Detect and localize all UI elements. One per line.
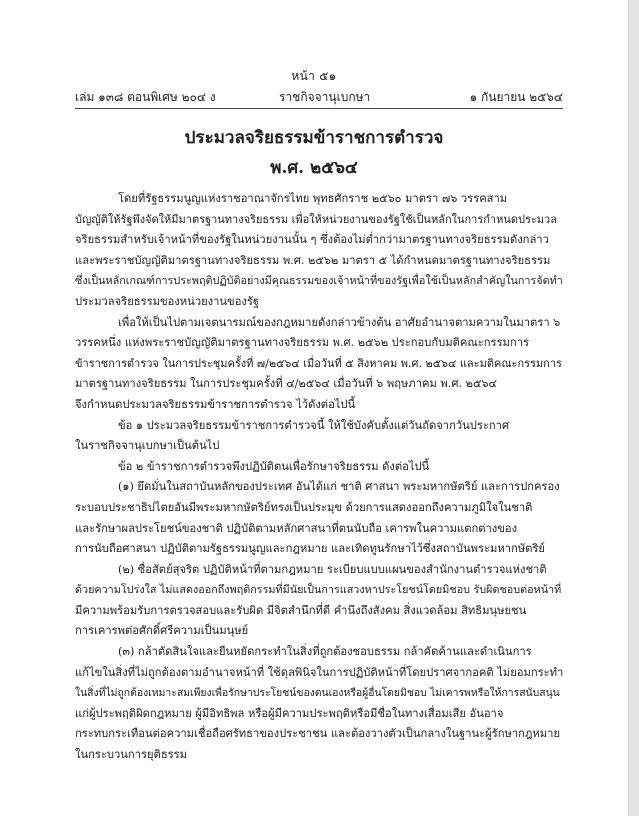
- body-line: ข้าราชการตำรวจ ในการประชุมครั้งที่ ๗/๒๕๖๔ เมื่อวันที่ ๕ สิงหาคม พ.ศ. ๒๕๖๔ และมติคณะกรรมการ: [75, 356, 562, 370]
- body-line: บัญญัติให้รัฐพึงจัดให้มีมาตรฐานทางจริยธรรม เพื่อให้หน่วยงานของรัฐใช้เป็นหลักในการกำหนดประมวล: [75, 212, 557, 226]
- body-line: ซึ่งเป็นหลักเกณฑ์การประพฤติปฏิบัติอย่างมีคุณธรรมของเจ้าหน้าที่ของรัฐเพื่อใช้เป็นหลักสำคัญในการจัดทำ: [75, 274, 563, 288]
- body-line: ในสิ่งที่ไม่ถูกต้องเหมาะสมเพียงเพื่อรักษาประโยชน์ของตนเองหรือผู้อื่นโดยมิชอบ ไม่เคารพหรือให้การสนับสนุน: [75, 687, 560, 700]
- body-line: เพื่อให้เป็นไปตามเจตนารมณ์ของกฎหมายดังกล่าวข้างต้น อาศัยอำนาจตามความในมาตรา ๖: [118, 315, 561, 329]
- body-line: แก่ผู้ประพฤติผิดกฎหมาย ผู้มีอิทธิพล หรือผู้มีความประพฤติหรือมีชื่อในทางเสื่อมเสีย อันอาจ: [75, 706, 504, 720]
- body-line: การเคารพต่อศักดิ์ศรีความเป็นมนุษย์: [75, 624, 249, 638]
- document-body: [75, 189, 563, 766]
- page-number: หน้า ๕๑: [291, 69, 337, 83]
- body-line: จึงกำหนดประมวลจริยธรรมข้าราชการตำรวจ ไว้ดังต่อไปนี้: [75, 397, 356, 411]
- viewer-background: [629, 0, 639, 816]
- body-line: แก้ไขในสิ่งที่ไม่ถูกต้องตามอำนาจหน้าที่ ใช้ดุลพินิจในการปฏิบัติหน้าที่โดยปราศจากอคติ ไม่ยอมกระทำ: [75, 665, 563, 679]
- body-line: ในราชกิจจานุเบกษาเป็นต้นไป: [75, 439, 220, 453]
- document-title: ประมวลจริยธรรมข้าราชการตำรวจ: [184, 128, 444, 148]
- body-line: ข้อ ๒ ข้าราชการตำรวจพึงปฏิบัติตนเพื่อรักษาจริยธรรม ดังต่อไปนี้: [118, 459, 430, 473]
- body-line: (๒) ซื่อสัตย์สุจริต ปฏิบัติหน้าที่ตามกฎหมาย ระเบียบแบบแผนของสำนักงานตำรวจแห่งชาติ: [118, 562, 547, 576]
- document-year: พ.ศ. ๒๕๖๔: [270, 158, 358, 178]
- body-line: (๑) ยึดมั่นในสถาบันหลักของประเทศ อันได้แก่ ชาติ ศาสนา พระมหากษัตริย์ และการปกครอง: [118, 480, 560, 494]
- body-line: และรักษาผลประโยชน์ของชาติ ปฏิบัติตามหลักศาสนาที่ตนนับถือ เคารพในความแตกต่างของ: [75, 521, 518, 535]
- body-line: การนับถือศาสนา ปฏิบัติตามรัฐธรรมนูญและกฎหมาย และเทิดทูนรักษาไว้ซึ่งสถาบันพระมหากษัตริย์: [75, 542, 545, 556]
- body-line: โดยที่รัฐธรรมนูญแห่งราชอาณาจักรไทย พุทธศักราช ๒๕๖๐ มาตรา ๗๖ วรรคสาม: [118, 192, 508, 205]
- body-line: มาตรฐานทางจริยธรรม ในการประชุมครั้งที่ ๔/๒๕๖๔ เมื่อวันที่ ๖ พฤษภาคม พ.ศ. ๒๕๖๔: [75, 377, 497, 391]
- body-line: มีความพร้อมรับการตรวจสอบและรับผิด มีจิตสำนึกที่ดี คำนึงถึงสังคม สิ่งแวดล้อม สิทธิมนุษยชน: [75, 603, 527, 617]
- body-line: วรรคหนึ่ง แห่งพระราชบัญญัติมาตรฐานทางจริยธรรม พ.ศ. ๒๕๖๒ ประกอบกับมติคณะกรรมการ: [75, 336, 529, 350]
- header-rule: [75, 108, 563, 109]
- body-line: ด้วยความโปร่งใส ไม่แสดงออกถึงพฤติกรรมที่มีนัยเป็นการแสวงหาประโยชน์โดยมิชอบ รับผิดชอบต่อหน้าที่: [75, 583, 562, 597]
- body-line: (๓) กล้าตัดสินใจและยืนหยัดกระทำในสิ่งที่ถูกต้องชอบธรรม กล้าคัดค้านและดำเนินการ: [118, 645, 532, 659]
- gazette-name: ราชกิจจานุเบกษา: [279, 90, 371, 104]
- body-line: ในกระบวนการยุติธรรม: [75, 748, 188, 762]
- body-line: ระบอบประชาธิปไตยอันมีพระมหากษัตริย์ทรงเป็นประมุข ด้วยการแสดงออกถึงความภูมิใจในชาติ: [75, 500, 533, 514]
- body-line: และพระราชบัญญัติมาตรฐานทางจริยธรรม พ.ศ. ๒๕๖๒ มาตรา ๕ ได้กำหนดมาตรฐานทางจริยธรรม: [75, 253, 551, 267]
- body-line: กระทบกระเทือนต่อความเชื่อถือศรัทธาของประชาชน และต้องวางตัวเป็นกลางในฐานะผู้รักษากฎหมาย: [75, 727, 561, 741]
- body-line: จริยธรรมสำหรับเจ้าหน้าที่ของรัฐในหน่วยงานนั้น ๆ ซึ่งต้องไม่ต่ำกว่ามาตรฐานทางจริยธรรมดังกล่าว: [75, 233, 549, 247]
- publication-date: ๑ กันยายน ๒๕๖๔: [469, 90, 563, 104]
- volume-issue: เล่ม ๑๓๘ ตอนพิเศษ ๒๐๔ ง: [75, 90, 216, 104]
- body-line: ข้อ ๑ ประมวลจริยธรรมข้าราชการตำรวจนี้ ให้ใช้บังคับตั้งแต่วันถัดจากวันประกาศ: [118, 418, 510, 432]
- body-line: ประมวลจริยธรรมของหน่วยงานของรัฐ: [75, 294, 260, 308]
